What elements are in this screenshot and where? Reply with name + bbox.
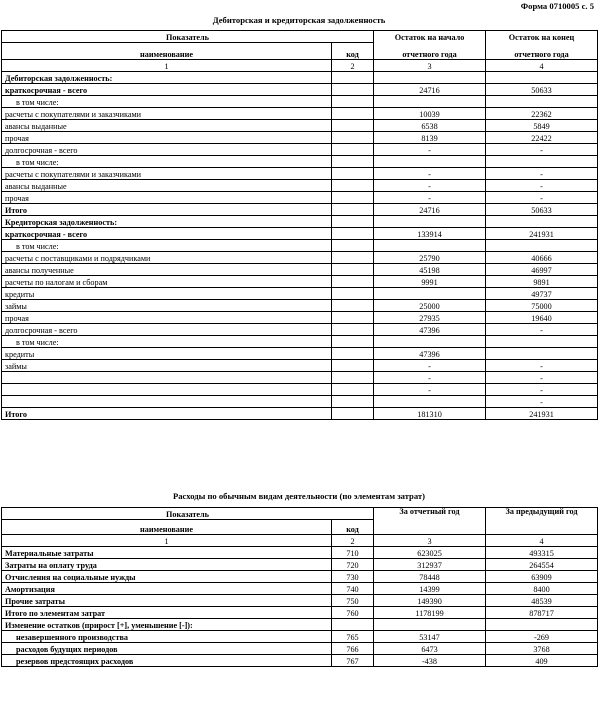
- previous-year-value: 264554: [486, 559, 598, 571]
- start-balance-value: -: [374, 360, 486, 372]
- current-year-value: 312937: [374, 559, 486, 571]
- row-code: [332, 300, 374, 312]
- indicator-header: Показатель: [2, 31, 374, 43]
- start-balance-value: -: [374, 384, 486, 396]
- table-row: [2, 168, 598, 180]
- end-balance-value: 22422: [486, 132, 598, 144]
- form-code: Форма 0710005 с. 5: [520, 1, 594, 11]
- row-code: [332, 264, 374, 276]
- start-balance-value: [374, 240, 486, 252]
- table-row: [2, 312, 598, 324]
- start-balance-value: 181310: [374, 408, 486, 420]
- row-code: 710: [332, 547, 374, 559]
- column-number: 2: [332, 535, 374, 547]
- previous-year-value: -269: [486, 631, 598, 643]
- row-name: Изменение остатков (прирост [+], уменьшение [-]):: [2, 619, 332, 631]
- start-balance-value: [374, 288, 486, 300]
- end-balance-value: 19640: [486, 312, 598, 324]
- previous-year-value: [486, 619, 598, 631]
- start-balance-value: [374, 156, 486, 168]
- start-balance-value: [374, 396, 486, 408]
- column-number: 3: [374, 60, 486, 72]
- table-row: [2, 156, 598, 168]
- expenses-table: [1, 507, 598, 667]
- table-row: [2, 607, 598, 619]
- row-name: Материальные затраты: [2, 547, 332, 559]
- row-name: Кредиторская задолженность:: [2, 216, 332, 228]
- start-balance-value: -: [374, 180, 486, 192]
- column-number: 2: [332, 60, 374, 72]
- expenses-title: Расходы по обычным видам деятельности (по элементам затрат): [172, 491, 425, 501]
- row-code: [332, 276, 374, 288]
- table-row: [2, 264, 598, 276]
- row-code: [332, 240, 374, 252]
- table-row: [2, 108, 598, 120]
- previous-year-header: За предыдущий год: [486, 508, 598, 535]
- end-balance-value: 75000: [486, 300, 598, 312]
- row-name: расчеты с покупателями и заказчиками: [2, 168, 332, 180]
- row-name: Затраты на оплату труда: [2, 559, 332, 571]
- row-name: Отчисления на социальные нужды: [2, 571, 332, 583]
- row-code: [332, 396, 374, 408]
- column-number: 4: [486, 60, 598, 72]
- end-balance-value: 50633: [486, 84, 598, 96]
- row-code: [332, 144, 374, 156]
- end-balance-value: 241931: [486, 228, 598, 240]
- end-balance-value: 46997: [486, 264, 598, 276]
- current-year-value: 53147: [374, 631, 486, 643]
- row-code: [332, 252, 374, 264]
- previous-year-value: 878717: [486, 607, 598, 619]
- row-name: займы: [2, 360, 332, 372]
- table-row: [2, 631, 598, 643]
- start-balance-value: -: [374, 372, 486, 384]
- row-name: Прочие затраты: [2, 595, 332, 607]
- indicator-header: Показатель: [2, 508, 374, 520]
- row-name: авансы выданные: [2, 120, 332, 132]
- column-number: 3: [374, 535, 486, 547]
- table-row: [2, 180, 598, 192]
- row-name: Итого: [2, 204, 332, 216]
- row-name: прочая: [2, 312, 332, 324]
- end-balance-value: -: [486, 372, 598, 384]
- end-balance-value: -: [486, 396, 598, 408]
- table-row: [2, 228, 598, 240]
- start-balance-value: 10039: [374, 108, 486, 120]
- row-code: 760: [332, 607, 374, 619]
- table-row: [2, 288, 598, 300]
- end-balance-value: [486, 156, 598, 168]
- row-name: долгосрочная - всего: [2, 324, 332, 336]
- table-row: [2, 252, 598, 264]
- end-balance-value: 40666: [486, 252, 598, 264]
- start-balance-value: 8139: [374, 132, 486, 144]
- row-name: кредиты: [2, 288, 332, 300]
- expenses-rows: [2, 547, 598, 667]
- table-row: [2, 192, 598, 204]
- start-balance-value: 25000: [374, 300, 486, 312]
- table-row: [2, 655, 598, 667]
- row-name: в том числе:: [2, 156, 332, 168]
- table-row: [2, 643, 598, 655]
- table-row: [2, 547, 598, 559]
- end-balance-value: [486, 72, 598, 84]
- row-name: расходов будущих периодов: [2, 643, 332, 655]
- end-balance-value: [486, 348, 598, 360]
- table-row: [2, 360, 598, 372]
- table-row: [2, 583, 598, 595]
- previous-year-value: 63909: [486, 571, 598, 583]
- row-name: в том числе:: [2, 336, 332, 348]
- row-code: [332, 168, 374, 180]
- column-number: 1: [2, 535, 332, 547]
- row-name: Итого: [2, 408, 332, 420]
- table-row: [2, 384, 598, 396]
- row-code: [332, 619, 374, 631]
- start-balance-value: [374, 72, 486, 84]
- row-code: [332, 228, 374, 240]
- current-year-value: [374, 619, 486, 631]
- end-balance-value: -: [486, 168, 598, 180]
- receivables-payables-table: [1, 30, 598, 420]
- row-code: [332, 72, 374, 84]
- end-balance-value: -: [486, 360, 598, 372]
- code-header: код: [332, 520, 374, 535]
- end-balance-value: [486, 336, 598, 348]
- row-name: [2, 372, 332, 384]
- start-balance-value: 24716: [374, 84, 486, 96]
- start-balance-value: 45198: [374, 264, 486, 276]
- current-year-value: 78448: [374, 571, 486, 583]
- row-code: [332, 324, 374, 336]
- code-header: код: [332, 43, 374, 60]
- table-row: [2, 216, 598, 228]
- previous-year-value: 8400: [486, 583, 598, 595]
- current-year-value: -438: [374, 655, 486, 667]
- start-balance-value: -: [374, 168, 486, 180]
- row-code: 750: [332, 595, 374, 607]
- row-name: в том числе:: [2, 96, 332, 108]
- table-row: [2, 132, 598, 144]
- end-balance-value: [486, 96, 598, 108]
- row-name: незавершенного производства: [2, 631, 332, 643]
- end-balance-value: -: [486, 192, 598, 204]
- row-code: 720: [332, 559, 374, 571]
- row-name: Дебиторская задолженность:: [2, 72, 332, 84]
- end-balance-value: 241931: [486, 408, 598, 420]
- table-row: [2, 84, 598, 96]
- name-header: наименование: [2, 43, 332, 60]
- row-code: [332, 372, 374, 384]
- start-balance-value: [374, 336, 486, 348]
- table-row: [2, 619, 598, 631]
- end-balance-value: 50633: [486, 204, 598, 216]
- row-code: [332, 384, 374, 396]
- row-name: авансы полученные: [2, 264, 332, 276]
- table-row: [2, 120, 598, 132]
- row-name: кредиты: [2, 348, 332, 360]
- end-balance-value: -: [486, 384, 598, 396]
- current-year-value: 623025: [374, 547, 486, 559]
- row-code: [332, 192, 374, 204]
- row-name: авансы выданные: [2, 180, 332, 192]
- row-name: Итого по элементам затрат: [2, 607, 332, 619]
- end-balance-value: [486, 216, 598, 228]
- receivables-payables-title: Дебиторская и кредиторская задолженность: [212, 15, 386, 25]
- table-row: [2, 595, 598, 607]
- row-code: [332, 96, 374, 108]
- previous-year-value: 409: [486, 655, 598, 667]
- current-year-value: 14399: [374, 583, 486, 595]
- start-balance-value: [374, 96, 486, 108]
- row-name: [2, 384, 332, 396]
- table-row: [2, 144, 598, 156]
- start-balance-value: 27935: [374, 312, 486, 324]
- row-name: Амортизация: [2, 583, 332, 595]
- row-code: [332, 132, 374, 144]
- table-row: [2, 240, 598, 252]
- start-balance-value: -: [374, 192, 486, 204]
- table-row: [2, 336, 598, 348]
- end-balance-value: -: [486, 180, 598, 192]
- row-code: [332, 216, 374, 228]
- row-code: [332, 108, 374, 120]
- end-balance-value: 49737: [486, 288, 598, 300]
- end-balance-value: 9891: [486, 276, 598, 288]
- row-name: прочая: [2, 132, 332, 144]
- row-name: расчеты с покупателями и заказчиками: [2, 108, 332, 120]
- previous-year-value: 3768: [486, 643, 598, 655]
- end-balance-value: 5849: [486, 120, 598, 132]
- row-code: [332, 120, 374, 132]
- row-code: 766: [332, 643, 374, 655]
- start-balance-value: -: [374, 144, 486, 156]
- table-row: [2, 324, 598, 336]
- row-code: [332, 336, 374, 348]
- row-name: резервов предстоящих расходов: [2, 655, 332, 667]
- table-row: [2, 348, 598, 360]
- row-code: [332, 312, 374, 324]
- row-code: [332, 204, 374, 216]
- start-balance-value: 47396: [374, 348, 486, 360]
- current-year-value: 149390: [374, 595, 486, 607]
- table-row: [2, 204, 598, 216]
- row-code: 765: [332, 631, 374, 643]
- row-name: долгосрочная - всего: [2, 144, 332, 156]
- end-balance-value: 22362: [486, 108, 598, 120]
- end-balance-header-line2: отчетного года: [486, 43, 598, 60]
- row-code: [332, 360, 374, 372]
- name-header: наименование: [2, 520, 332, 535]
- end-balance-value: -: [486, 144, 598, 156]
- table-row: [2, 372, 598, 384]
- row-name: в том числе:: [2, 240, 332, 252]
- table-row: [2, 559, 598, 571]
- start-balance-header-line1: Остаток на начало: [374, 31, 486, 43]
- receivables-payables-rows: [2, 72, 598, 420]
- start-balance-value: [374, 216, 486, 228]
- table-row: [2, 300, 598, 312]
- current-year-header: За отчетный год: [374, 508, 486, 535]
- end-balance-value: [486, 240, 598, 252]
- table-row: [2, 408, 598, 420]
- table-row: [2, 96, 598, 108]
- start-balance-value: 24716: [374, 204, 486, 216]
- previous-year-value: 493315: [486, 547, 598, 559]
- row-code: [332, 156, 374, 168]
- table-row: [2, 72, 598, 84]
- start-balance-value: 6538: [374, 120, 486, 132]
- start-balance-header-line2: отчетного года: [374, 43, 486, 60]
- current-year-value: 1178199: [374, 607, 486, 619]
- row-code: [332, 408, 374, 420]
- table-row: [2, 396, 598, 408]
- row-name: займы: [2, 300, 332, 312]
- start-balance-value: 25790: [374, 252, 486, 264]
- row-code: [332, 180, 374, 192]
- row-name: краткосрочная - всего: [2, 84, 332, 96]
- column-number: 1: [2, 60, 332, 72]
- row-name: расчеты по налогам и сборам: [2, 276, 332, 288]
- row-code: [332, 348, 374, 360]
- previous-year-value: 48539: [486, 595, 598, 607]
- row-code: 740: [332, 583, 374, 595]
- row-code: 730: [332, 571, 374, 583]
- start-balance-value: 133914: [374, 228, 486, 240]
- end-balance-value: -: [486, 324, 598, 336]
- end-balance-header-line1: Остаток на конец: [486, 31, 598, 43]
- row-name: прочая: [2, 192, 332, 204]
- row-name: краткосрочная - всего: [2, 228, 332, 240]
- row-code: 767: [332, 655, 374, 667]
- row-code: [332, 84, 374, 96]
- column-number: 4: [486, 535, 598, 547]
- row-code: [332, 288, 374, 300]
- start-balance-value: 9991: [374, 276, 486, 288]
- row-name: расчеты с поставщиками и подрядчиками: [2, 252, 332, 264]
- table-row: [2, 276, 598, 288]
- table-row: [2, 571, 598, 583]
- current-year-value: 6473: [374, 643, 486, 655]
- start-balance-value: 47396: [374, 324, 486, 336]
- row-name: [2, 396, 332, 408]
